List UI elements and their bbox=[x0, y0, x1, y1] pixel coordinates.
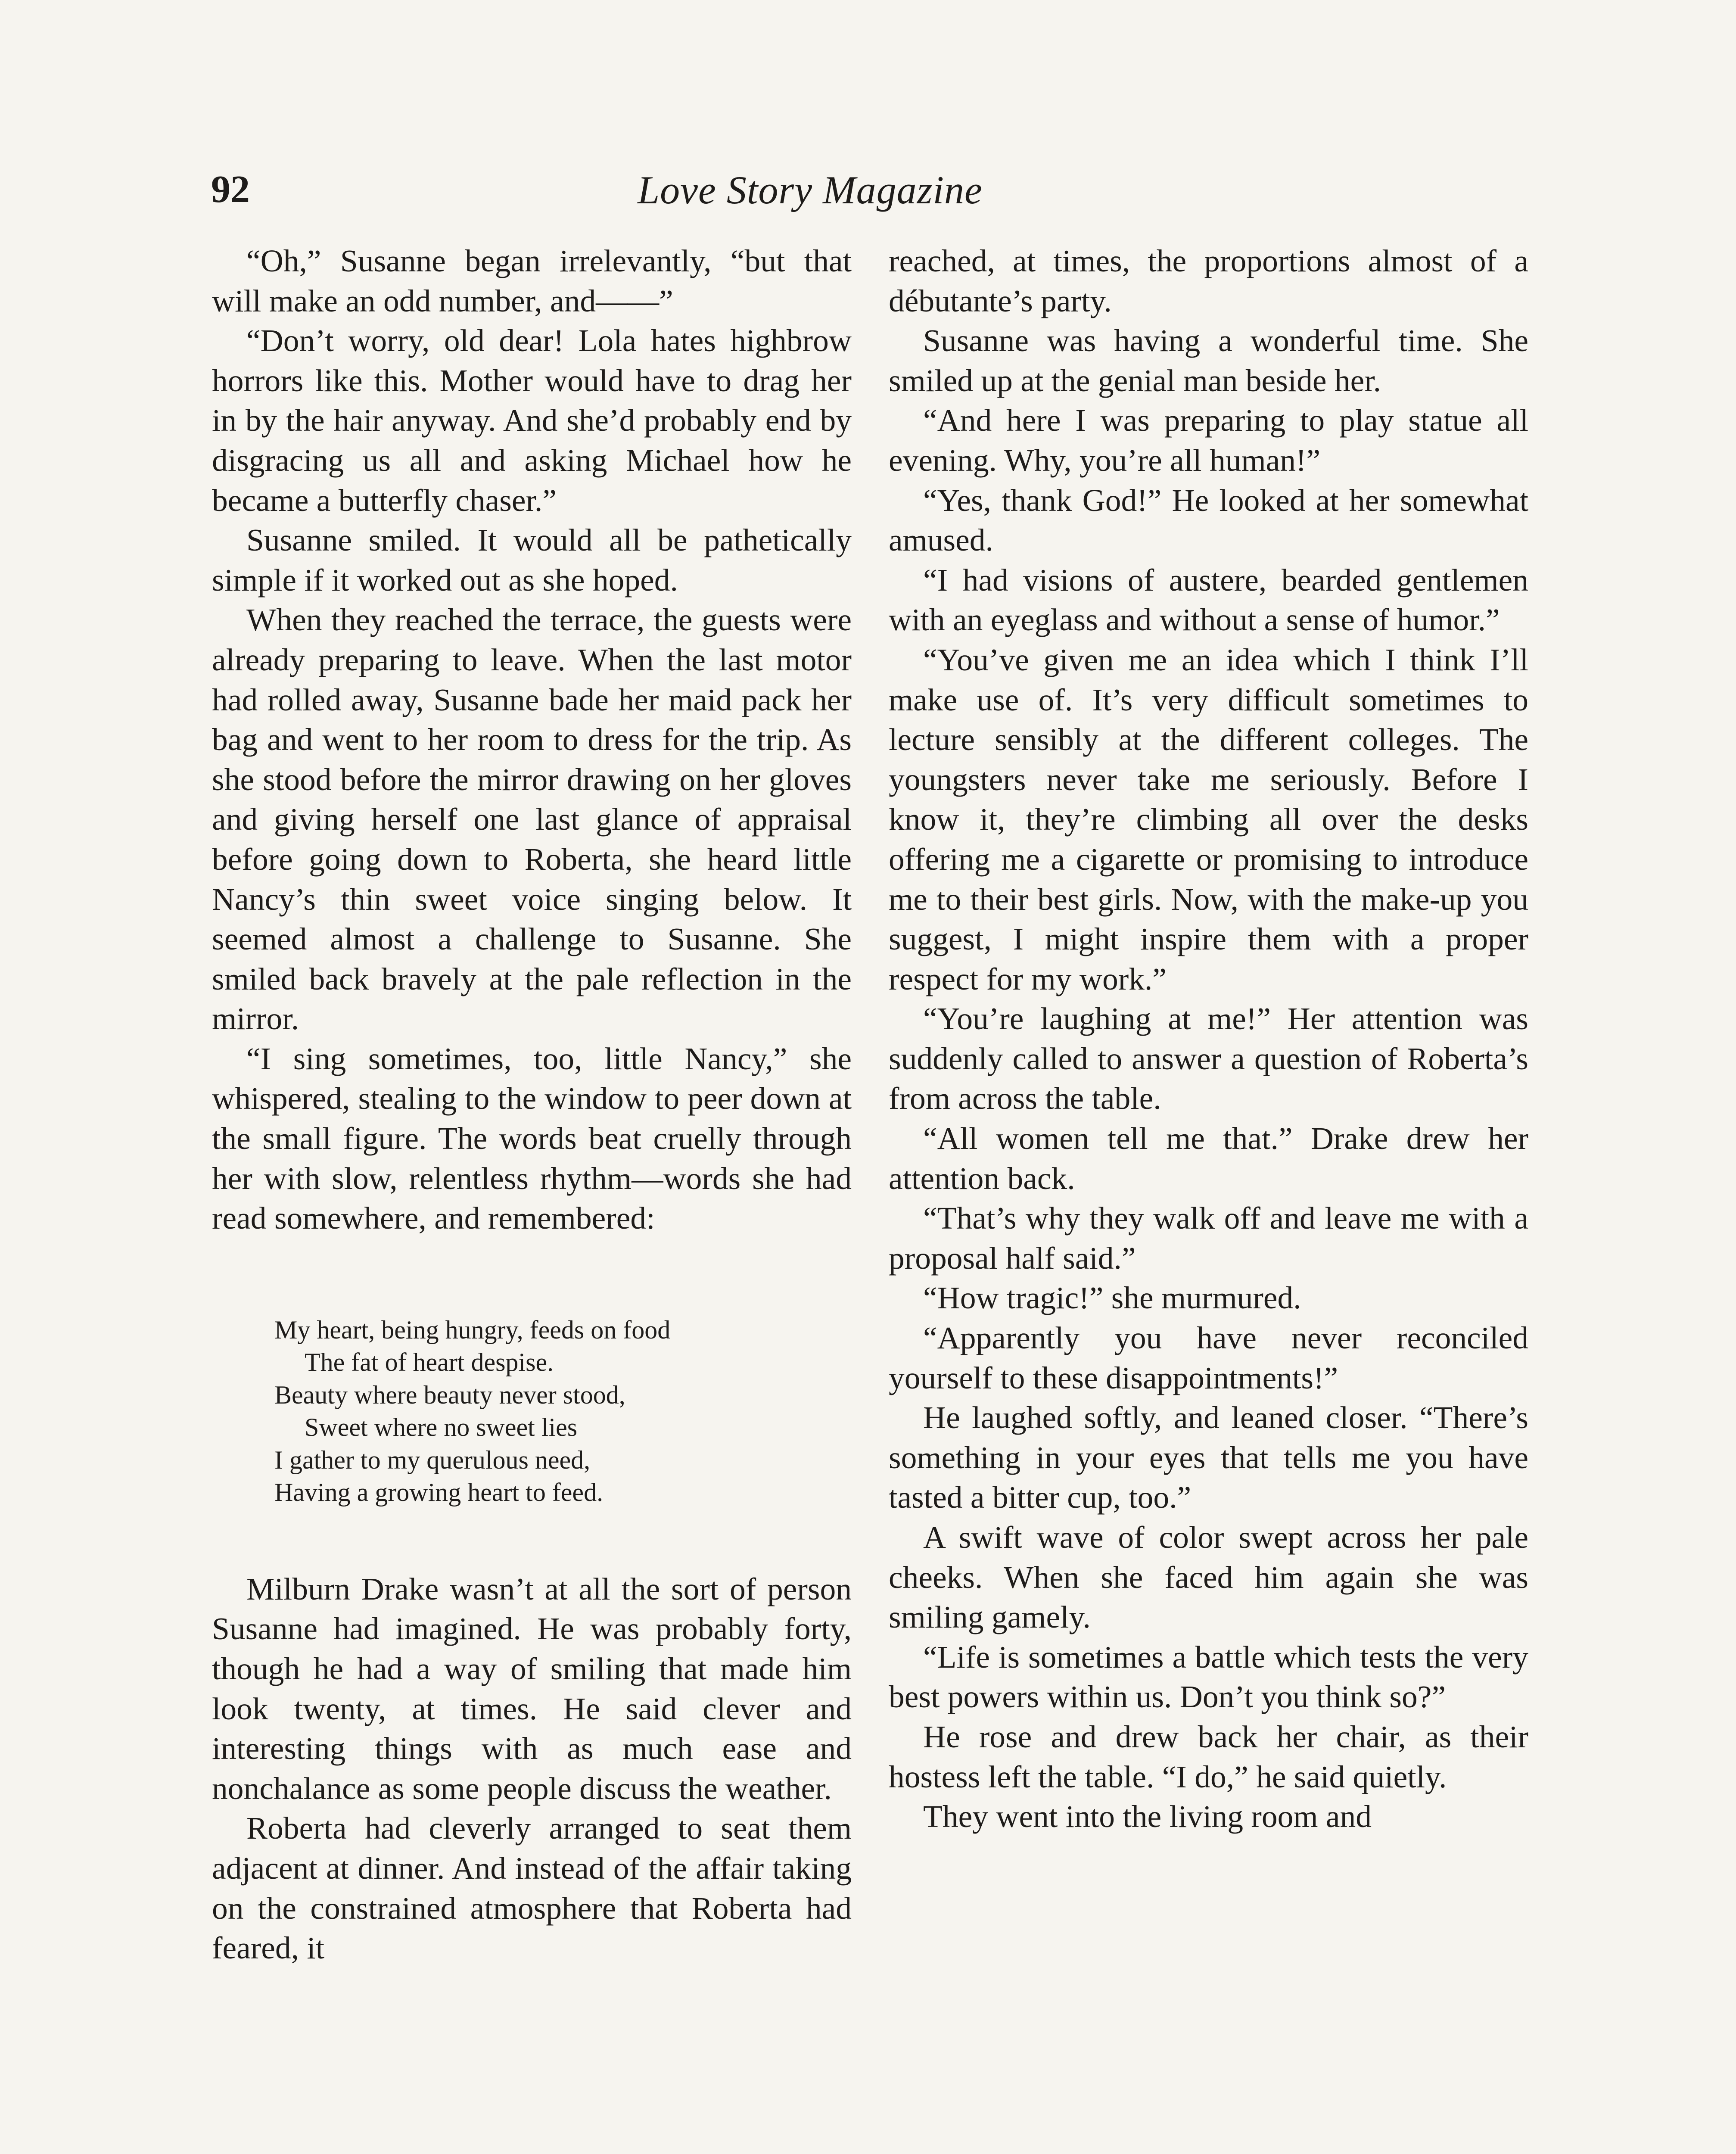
paragraph: “I sing sometimes, too, little Nancy,” she whispered, stealing to the window to peer down at the small figure. The words beat cruelly through her with slow, relentless rhythm—words she had read somewhere, and remembered: bbox=[212, 1041, 852, 1236]
poem-line: Beauty where beauty never stood, bbox=[274, 1380, 625, 1409]
poem bbox=[212, 1314, 852, 1509]
poem-line: Having a growing heart to feed. bbox=[274, 1478, 604, 1507]
paragraph: Susanne smiled. It would all be pathetically simple if it worked out as she hoped. bbox=[212, 523, 852, 598]
poem-line: Sweet where no sweet lies bbox=[305, 1413, 578, 1442]
paragraph: He rose and drew back her chair, as their hostess left the table. “I do,” he said quietly. bbox=[889, 1719, 1528, 1794]
left-column bbox=[212, 241, 852, 1968]
poem-line: The fat of heart despise. bbox=[305, 1348, 554, 1377]
paragraph: “That’s why they walk off and leave me with a proposal half said.” bbox=[889, 1201, 1528, 1276]
running-head: Love Story Magazine bbox=[638, 168, 983, 212]
poem-line: My heart, being hungry, feeds on food bbox=[274, 1315, 671, 1344]
paragraph: “You’ve given me an idea which I think I’ll make use of. It’s very difficult sometimes to lecture sensibly at the different colleges. The youngsters never take me seriously. Before I know it, they’re climbing all over the desks offering me a cigarette or promising to introduce me to their best girls. Now, with the make-up you suggest, I might inspire them with a proper respect for my work.” bbox=[889, 642, 1528, 996]
paragraph: “How tragic!” she murmured. bbox=[923, 1280, 1301, 1316]
right-column bbox=[889, 241, 1528, 1837]
paragraph: They went into the living room and bbox=[923, 1799, 1372, 1834]
paragraph: “You’re laughing at me!” Her attention was suddenly called to answer a question of Roberta’s from across the table. bbox=[889, 1001, 1528, 1116]
paragraph: “Life is sometimes a battle which tests the very best powers within us. Don’t you think so?” bbox=[889, 1639, 1528, 1715]
paragraph: Milburn Drake wasn’t at all the sort of person Susanne had imagined. He was probably forty, though he had a way of smiling that made him look twenty, at times. He said clever and interesting things with as much ease and nonchalance as some people discuss the weather. bbox=[212, 1571, 852, 1806]
paragraph: Roberta had cleverly arranged to seat them adjacent at dinner. And instead of the affair taking on the constrained atmosphere that Roberta had feared, it bbox=[212, 1811, 852, 1966]
paragraph: When they reached the terrace, the guests were already preparing to leave. When the last motor had rolled away, Susanne bade her maid pack her bag and went to her room to dress for the trip. As she stood before the mirror drawing on her gloves and giving herself one last glance of appraisal before going down to Roberta, she heard little Nancy’s thin sweet voice singing below. It seemed almost a challenge to Susanne. She smiled back bravely at the pale reflection in the mirror. bbox=[212, 602, 852, 1037]
paragraph: “Apparently you have never reconciled yourself to these disappointments!” bbox=[889, 1320, 1528, 1395]
paragraph: “Don’t worry, old dear! Lola hates highbrow horrors like this. Mother would have to drag her in by the hair anyway. And she’d probably end by disgracing us all and asking Michael how he became a butterfly chaser.” bbox=[212, 323, 852, 518]
paragraph: reached, at times, the proportions almost of a débutante’s party. bbox=[889, 243, 1528, 318]
poem-line: I gather to my querulous need, bbox=[274, 1445, 591, 1474]
paragraph: “And here I was preparing to play statue all evening. Why, you’re all human!” bbox=[889, 403, 1528, 478]
paragraph: “All women tell me that.” Drake drew her attention back. bbox=[889, 1121, 1528, 1196]
paragraph: “Yes, thank God!” He looked at her somewhat amused. bbox=[889, 482, 1528, 558]
paragraph: A swift wave of color swept across her pale cheeks. When she faced him again she was smiling gamely. bbox=[889, 1520, 1528, 1635]
paragraph: Susanne was having a wonderful time. She smiled up at the genial man beside her. bbox=[889, 323, 1528, 398]
paragraph: “Oh,” Susanne began irrelevantly, “but that will make an odd number, and——” bbox=[212, 243, 852, 318]
paragraph: He laughed softly, and leaned closer. “There’s something in your eyes that tells me you have tasted a bitter cup, too.” bbox=[889, 1400, 1528, 1515]
paragraph: “I had visions of austere, bearded gentlemen with an eyeglass and without a sense of humor.” bbox=[889, 562, 1528, 638]
page-number: 92 bbox=[211, 168, 250, 211]
